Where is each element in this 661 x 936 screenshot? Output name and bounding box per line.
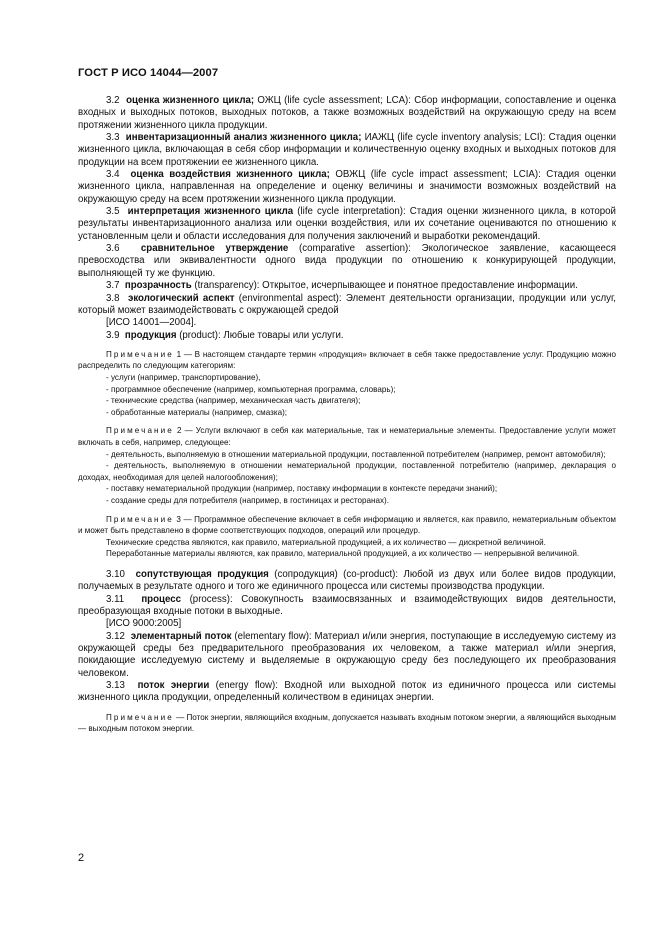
list-item: - услуги (например, транспортирование),	[106, 373, 261, 383]
definition-3-3	[78, 132, 616, 169]
clause-number: 3.13	[106, 680, 125, 692]
definition-text: (energy flow): Входной или выходной поток из единичного процесса или системы жизненного цикла продукции, определенный количеством в единицах энергии.	[78, 680, 617, 704]
term: оценка воздействия жизненного цикла;	[130, 169, 330, 181]
definition-text: (сопродукция) (co-product): Любой из двух или более видов продукции, получаемых в результате одного и того же единичного процесса или системы производства продукции.	[78, 568, 616, 593]
note-text: 1 — В настоящем стандарте термин «продукция» включает в себя также предоставление услуг. Продукцию можно распределить по следующим категориям:	[78, 349, 616, 371]
clause-number: 3.6	[106, 243, 120, 255]
note-label: Примечание	[106, 426, 174, 436]
definition-3-6	[78, 243, 616, 280]
clause-number: 3.5	[106, 206, 120, 218]
definition-text: (environmental aspect): Элемент деятельности организации, продукции или услуг, который может взаимодействовать с окружающей средой	[78, 292, 617, 316]
definition-text: (product): Любые товары или услуги.	[176, 329, 344, 341]
note-1	[78, 349, 616, 372]
note-text: — Поток энергии, являющийся входным, допускается называть входным потоком энергии, а являющийся выходным — выходным потоком энергии.	[78, 712, 616, 734]
definition-3-9	[78, 330, 616, 342]
clause-number: 3.7	[106, 280, 120, 292]
document-body	[78, 95, 616, 735]
clause-number: 3.10	[106, 568, 125, 580]
note-3-paragraph-2: Технические средства являются, как правило, материальной продукцией, а их количество — дискретной величиной.	[106, 537, 546, 547]
note-3	[78, 514, 616, 537]
reference-3-11: [ИСО 9000:2005]	[106, 618, 182, 630]
note-3-paragraph-3: Переработанные материалы являются, как правило, материальной продукцией, а их количество — непрерывной величиной.	[106, 549, 580, 559]
clause-number: 3.8	[106, 292, 120, 304]
term: прозрачность	[124, 280, 192, 292]
page-header: ГОСТ Р ИСО 14044—2007	[78, 67, 219, 79]
note-text: 2 — Услуги включают в себя как материальные, так и нематериальные элементы. Предоставление услуги может включать в себя, например, следующее:	[78, 426, 616, 448]
clause-number: 3.3	[106, 132, 120, 144]
list-item: - деятельность, выполняемую в отношении материальной продукции, поставленной потребителем (например, ремонт автомобиля);	[106, 449, 606, 459]
clause-number: 3.9	[106, 329, 120, 341]
term: процесс	[141, 593, 181, 605]
term: сопутствующая продукция	[135, 568, 269, 580]
definition-text: (life cycle interpretation): Стадия оценки жизненного цикла, в которой результаты инвентаризационного анализа или оценки воздействия, или их сочетание оцениваются по отношению к установленным цели и области исследования для получения заключений и выработки рекомендаций.	[78, 206, 616, 242]
definition-3-12	[78, 631, 616, 680]
reference-3-8: [ИСО 14001—2004].	[106, 317, 197, 329]
definition-text: ОЖЦ (life cycle assessment; LCA): Сбор информации, сопоставление и оценка входных и выходных потоков, выходных потоков, а также возможных воздействий на окружающую среду на всем протяжении жизненного цикла продукции.	[78, 95, 616, 131]
definition-text: (transparency): Открытое, исчерпывающее и понятное предоставление информации.	[191, 280, 578, 292]
definition-3-10	[78, 569, 616, 594]
term: оценка жизненного цикла;	[126, 95, 255, 106]
term: элементарный поток	[130, 630, 232, 642]
term: сравнительное утверждение	[140, 243, 289, 255]
clause-number: 3.11	[106, 593, 125, 605]
note-label: Примечание	[106, 514, 174, 524]
note-4	[78, 712, 616, 735]
term: поток энергии	[137, 680, 210, 692]
definition-3-11	[78, 594, 616, 619]
term: инвентаризационный анализ жизненного цикла;	[125, 132, 362, 144]
note-label: Примечание	[106, 712, 174, 722]
definition-3-4	[78, 169, 616, 206]
list-item: - поставку нематериальной продукции (например, поставку информации в контексте передачи знаний);	[106, 484, 498, 494]
clause-number: 3.4	[106, 169, 120, 181]
definition-text: (comparative assertion): Экологическое заявление, касающееся превосходства или эквивалентности одного вида продукции по отношению к конкурирующей продукции, выполняющей ту же функцию.	[78, 243, 616, 279]
note-2	[78, 425, 616, 448]
definition-text: (process): Совокупность взаимосвязанных и взаимодействующих видов деятельности, преобразующая входные потоки в выходные.	[78, 593, 616, 617]
note-label: Примечание	[106, 349, 174, 359]
list-item: - создание среды для потребителя (например, в гостиницах и ресторанах).	[106, 496, 389, 505]
definition-text: ОВЖЦ (life cycle impact assessment; LCIA): Стадия оценки жизненного цикла, направленная на определение и оценку величины и значимости возможных воздействий на окружающую среду на всем протяжении жизненного цикла продукции.	[78, 169, 616, 205]
definition-3-8	[78, 293, 616, 318]
term: продукция	[124, 329, 177, 341]
list-item: - технические средства (например, механическая часть двигателя);	[106, 396, 361, 406]
definition-3-13	[78, 680, 616, 705]
list-item: - деятельность, выполняемую в отношении нематериальной продукции, поставленной потребителю (например, декларация о доходах, необходимая для целей налогообложения);	[78, 461, 616, 482]
definition-3-2	[78, 95, 616, 132]
list-item: - программное обеспечение (например, компьютерная программа, словарь);	[106, 384, 396, 394]
clause-number: 3.12	[106, 630, 125, 642]
definition-text: ИАЖЦ (life cycle inventory analysis; LCI): Стадия оценки жизненного цикла, включающая в себя сбор информации и количественную оценку входных и выходных потоков для продукции на всем протяжении ее жизненного цикла.	[78, 132, 616, 168]
clause-number: 3.2	[106, 95, 120, 106]
definition-3-5	[78, 206, 616, 243]
list-item: - обработанные материалы (например, смазка);	[106, 407, 288, 417]
note-text: 3 — Программное обеспечение включает в себя информацию и является, как правило, нематериальным объектом и может быть представлено в форме соответствующих подходов, операций или процедур.	[78, 514, 616, 536]
term: экологический аспект	[127, 292, 235, 304]
definition-text: (elementary flow): Материал и/или энергия, поступающие в исследуемую систему из окружающей среды без предварительного преобразования их человеком, а также материал и/или энергия, покидающие исследуемую систему и выделяемые в окружающую среду без последующего их преобразования человеком.	[78, 630, 616, 679]
page-number: 2	[78, 852, 85, 864]
term: интерпретация жизненного цикла	[127, 206, 294, 218]
definition-3-7	[78, 280, 616, 292]
